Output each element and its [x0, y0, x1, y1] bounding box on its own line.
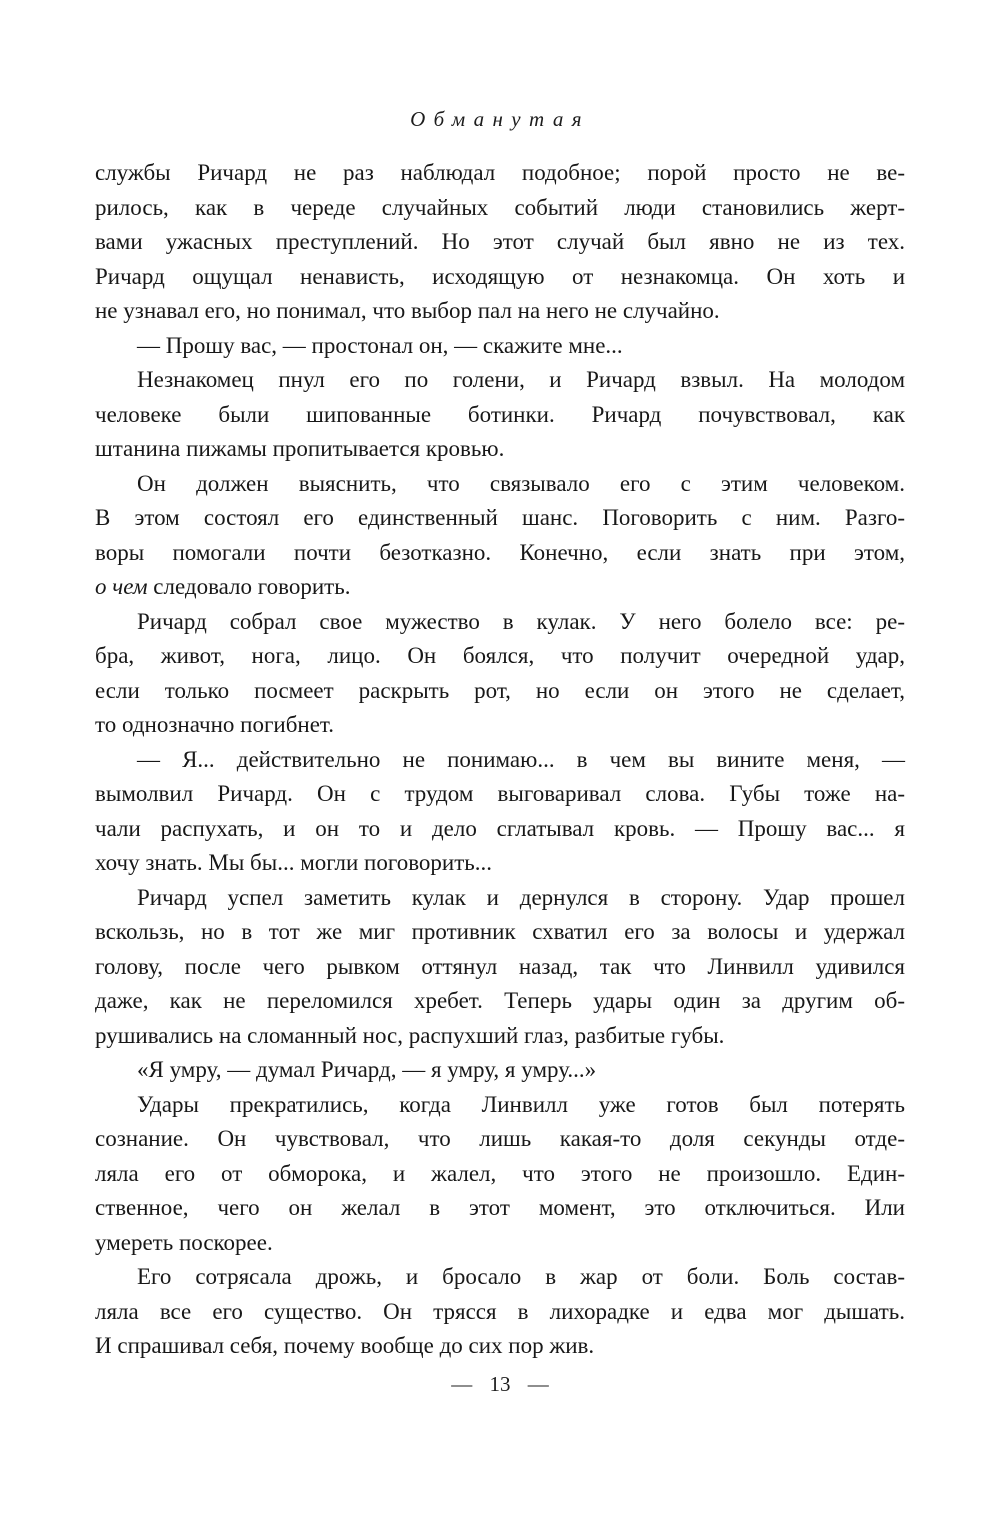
text-line	[95, 156, 905, 191]
text-segment: штанина пижамы пропитывается кровью.	[95, 436, 505, 461]
text-line	[95, 329, 905, 364]
paragraph	[95, 329, 905, 364]
paragraph	[95, 605, 905, 743]
text-segment: хочу знать. Мы бы... могли поговорить...	[95, 850, 493, 875]
text-line	[95, 501, 905, 536]
text-line	[95, 984, 905, 1019]
text-segment: голову, после чего рывком оттянул назад, так что Линвилл удивился	[95, 953, 905, 979]
text-segment: воры помогали почти безотказно. Конечно, если знать при этом,	[95, 539, 905, 565]
text-segment: то однозначно погибнет.	[95, 712, 334, 737]
text-segment: умереть поскорее.	[95, 1229, 273, 1255]
text-segment: если только посмеет раскрыть рот, но если он этого не сделает,	[95, 677, 905, 703]
text-segment: И спрашивал себя, почему вообще до сих пор жив.	[95, 1333, 595, 1358]
text-line	[95, 777, 905, 812]
text-segment: Ричард собрал свое мужество в кулак. У него болело все: ре-	[137, 608, 905, 634]
text-segment: Удары прекратились, когда Линвилл уже готов был потерять	[137, 1091, 905, 1117]
text-line	[95, 915, 905, 950]
text-line	[95, 1295, 905, 1330]
text-segment: — Прошу вас, — простонал он, — скажите мне...	[137, 332, 623, 358]
text-line	[95, 1088, 905, 1123]
text-segment: — Я... действительно не понимаю... в чем вы вините меня, —	[137, 746, 905, 772]
text-segment: вымолвил Ричард. Он с трудом выговаривал слова. Губы тоже на-	[95, 781, 905, 806]
text-segment: В этом состоял его единственный шанс. Поговорить с ним. Разго-	[95, 505, 905, 530]
text-line	[95, 1191, 905, 1226]
text-segment: ляла все его существо. Он трясся в лихорадке и едва мог дышать.	[95, 1298, 905, 1324]
paragraph	[95, 743, 905, 881]
text-line	[95, 191, 905, 226]
text-line	[95, 363, 905, 398]
paragraph	[95, 1088, 905, 1261]
text-segment: Ричард ощущал ненависть, исходящую от незнакомца. Он хоть и	[95, 263, 905, 289]
text-segment: сознание. Он чувствовал, что лишь какая-то доля секунды отде-	[95, 1126, 905, 1151]
text-line	[95, 1122, 905, 1157]
page-number: — 13 —	[451, 1372, 549, 1396]
text-segment: Он должен выяснить, что связывало его с этим человеком.	[137, 470, 905, 496]
text-line	[95, 881, 905, 916]
text-line	[95, 674, 905, 709]
paragraph	[95, 1053, 905, 1088]
paragraph	[95, 1260, 905, 1364]
text-line	[95, 1053, 905, 1088]
text-line	[95, 950, 905, 985]
text-line	[95, 812, 905, 847]
text-line	[95, 260, 905, 295]
text-segment: Незнакомец пнул его по голени, и Ричард взвыл. На молодом	[137, 367, 905, 392]
text-segment: рилось, как в череде случайных событий люди становились жерт-	[95, 194, 905, 220]
text-segment: «Я умру, — думал Ричард, — я умру, я умру...»	[137, 1057, 597, 1082]
text-line	[95, 536, 905, 571]
italic-text-segment: о чем	[95, 574, 148, 599]
text-line	[95, 708, 905, 743]
text-segment: бра, живот, нога, лицо. Он боялся, что получит очередной удар,	[95, 643, 905, 668]
text-line	[95, 639, 905, 674]
paragraph	[95, 363, 905, 467]
text-segment: человеке были шипованные ботинки. Ричард почувствовал, как	[95, 401, 905, 427]
text-line	[95, 570, 905, 605]
text-line	[95, 432, 905, 467]
text-line	[95, 467, 905, 502]
text-segment: не узнавал его, но понимал, что выбор пал на него не случайно.	[95, 298, 720, 323]
text-block	[95, 156, 905, 1364]
text-segment: рушивались на сломанный нос, распухший глаз, разбитые губы.	[95, 1022, 725, 1048]
text-line	[95, 294, 905, 329]
text-line	[95, 1329, 905, 1364]
text-segment: Ричард успел заметить кулак и дернулся в сторону. Удар прошел	[137, 884, 905, 910]
text-segment: вскользь, но в тот же миг противник схватил его за волосы и удержал	[95, 919, 905, 944]
text-line	[95, 1260, 905, 1295]
text-line	[95, 743, 905, 778]
text-segment: даже, как не переломился хребет. Теперь удары один за другим об-	[95, 988, 905, 1013]
paragraph	[95, 467, 905, 605]
text-segment: Его сотрясала дрожь, и бросало в жар от боли. Боль состав-	[137, 1264, 905, 1289]
text-segment: следовало говорить.	[147, 574, 351, 599]
text-segment: ственное, чего он желал в этот момент, это отключиться. Или	[95, 1195, 905, 1220]
running-head-title: Обманутая	[410, 107, 590, 131]
text-segment: ляла его от обморока, и жалел, что этого не произошло. Един-	[95, 1160, 905, 1186]
text-line	[95, 1019, 905, 1054]
text-segment: вами ужасных преступлений. Но этот случай был явно не из тех.	[95, 229, 905, 254]
text-segment: чали распухать, и он то и дело сглатывал кровь. — Прошу вас... я	[95, 815, 905, 841]
text-line	[95, 225, 905, 260]
text-line	[95, 846, 905, 881]
text-line	[95, 1157, 905, 1192]
text-line	[95, 398, 905, 433]
text-line	[95, 605, 905, 640]
paragraph	[95, 156, 905, 329]
paragraph	[95, 881, 905, 1054]
text-line	[95, 1226, 905, 1261]
text-segment: службы Ричард не раз наблюдал подобное; порой просто не ве-	[95, 160, 905, 185]
